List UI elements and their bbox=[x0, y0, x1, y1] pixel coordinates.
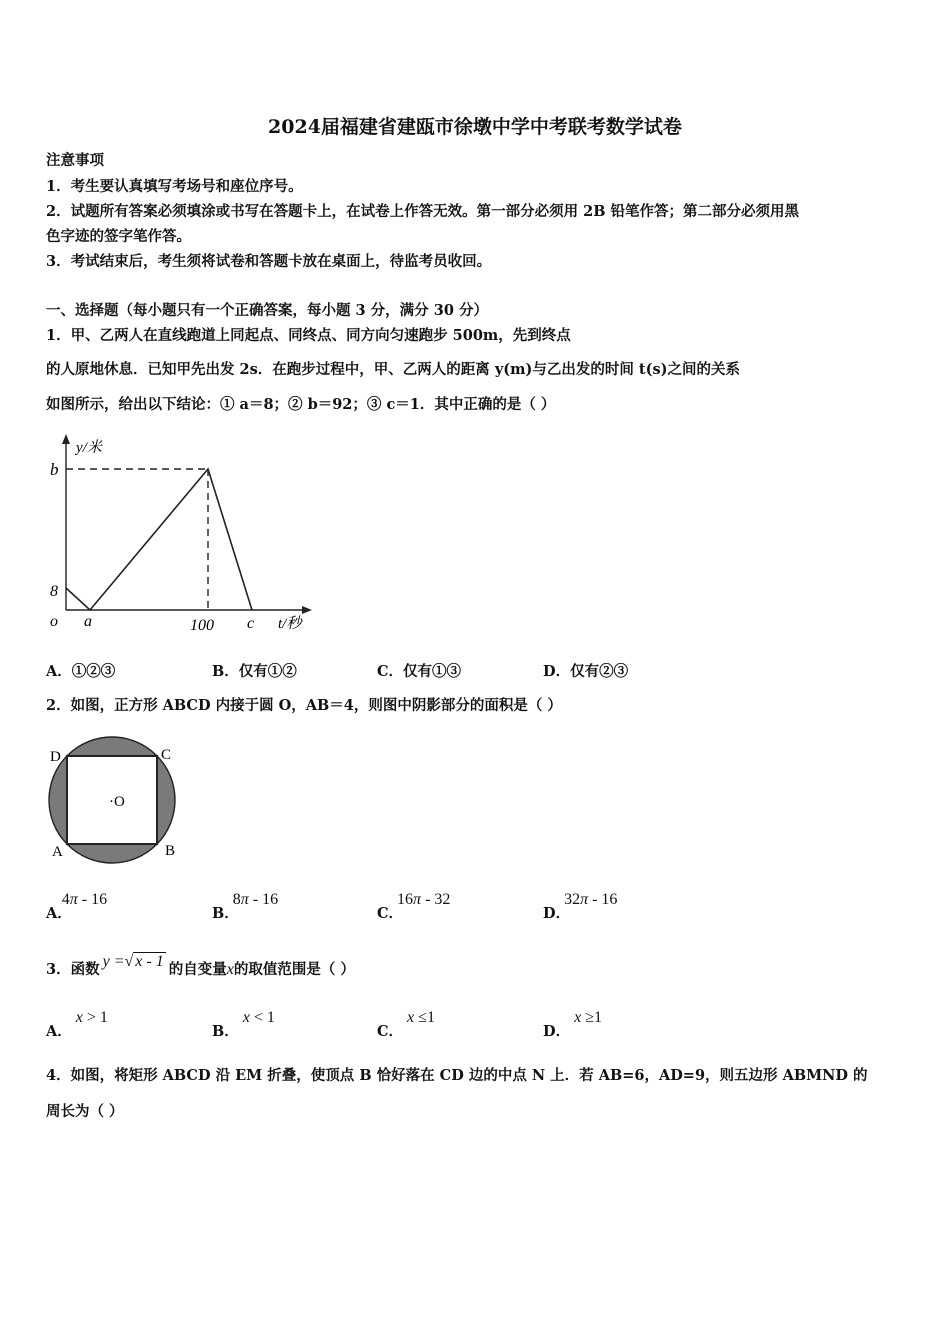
x-axis-label: t/秒 bbox=[278, 616, 302, 632]
q1-option-b[interactable] bbox=[212, 662, 297, 682]
option-letter: D． bbox=[543, 663, 571, 680]
option-math: 8π - 16 bbox=[232, 891, 279, 908]
label-100: 100 bbox=[190, 617, 214, 634]
q3-function: y =√ x - 1 bbox=[102, 953, 164, 970]
q3-option-d[interactable] bbox=[543, 1006, 602, 1040]
q4-line-1: 4．如图，将矩形 ABCD 沿 EM 折叠，使顶点 B 恰好落在 CD 边的中点 N 上．若 AB=6，AD=9，则五边形 ABMND 的 bbox=[46, 1067, 868, 1084]
label-origin: o bbox=[50, 613, 58, 630]
q1-option-d[interactable] bbox=[543, 662, 628, 682]
label-D: D bbox=[50, 749, 61, 765]
option-letter: B． bbox=[212, 905, 239, 922]
section-heading: 一、选择题（每小题只有一个正确答案，每小题 3 分，满分 30 分） bbox=[46, 302, 488, 319]
option-math: x ≥1 bbox=[574, 1009, 602, 1026]
option-text: 仅有①③ bbox=[403, 663, 462, 680]
option-text: 仅有①② bbox=[238, 663, 297, 680]
q3-text: 3．函数 y =√ x - 1 的自变量x的取值范围是（ ） bbox=[46, 953, 355, 978]
notice-item-3: 3．考试结束后，考生须将试卷和答题卡放在桌面上，待监考员收回。 bbox=[46, 253, 492, 270]
option-math: 16π - 32 bbox=[397, 891, 451, 908]
label-c: c bbox=[247, 615, 255, 632]
q1-option-c[interactable] bbox=[377, 662, 461, 682]
q4-line-2: 周长为（ ） bbox=[46, 1103, 124, 1120]
label-B: B bbox=[165, 843, 176, 859]
option-math: 32π - 16 bbox=[564, 891, 618, 908]
option-letter: C． bbox=[377, 905, 404, 922]
option-math: x ≤1 bbox=[407, 1009, 435, 1026]
q1-distance-time-graph bbox=[40, 430, 330, 640]
q3-option-c[interactable] bbox=[377, 1006, 435, 1040]
label-A: A bbox=[52, 844, 63, 860]
x-axis-arrow-icon bbox=[302, 606, 312, 614]
y-axis-arrow-icon bbox=[62, 434, 70, 444]
option-letter: D． bbox=[543, 905, 571, 922]
label-b: b bbox=[50, 460, 59, 479]
option-letter: B． bbox=[212, 1023, 239, 1040]
notice-heading: 注意事项 bbox=[46, 152, 104, 169]
option-letter: D． bbox=[543, 1023, 571, 1040]
notice-item-2: 2．试题所有答案必须填涂或书写在答题卡上，在试卷上作答无效。第一部分必须用 2B 铅笔作答；第二部分必须用黑 bbox=[46, 203, 800, 220]
distance-graph-line bbox=[66, 469, 252, 610]
option-letter: B． bbox=[212, 663, 239, 680]
label-C: C bbox=[161, 747, 172, 763]
option-math: x < 1 bbox=[242, 1009, 275, 1026]
notice-item-2-cont: 色字迹的签字笔作答。 bbox=[46, 228, 191, 245]
q2-circle-square-figure bbox=[40, 734, 190, 864]
notice-item-1: 1．考生要认真填写考场号和座位序号。 bbox=[46, 178, 303, 195]
option-letter: C． bbox=[377, 1023, 404, 1040]
option-letter: A． bbox=[46, 905, 72, 922]
q1-line-3: 如图所示，给出以下结论：① a＝8；② b＝92；③ c＝1．其中正确的是（ ） bbox=[46, 396, 556, 413]
label-O: ·O bbox=[109, 794, 125, 810]
option-letter: A． bbox=[46, 663, 72, 680]
q1-option-a[interactable] bbox=[46, 662, 115, 682]
option-text: ①②③ bbox=[71, 663, 116, 680]
q2-option-b[interactable] bbox=[212, 888, 279, 922]
q1-line-2: 的人原地休息．已知甲先出发 2s．在跑步过程中，甲、乙两人的距离 y(m)与乙出发的时间 t(s)之间的关系 bbox=[46, 361, 740, 378]
option-letter: A． bbox=[46, 1023, 72, 1040]
q2-option-d[interactable] bbox=[543, 888, 618, 922]
q2-option-c[interactable] bbox=[377, 888, 451, 922]
q2-option-a[interactable] bbox=[46, 888, 108, 922]
option-letter: C． bbox=[377, 663, 404, 680]
q2-text: 2．如图，正方形 ABCD 内接于圆 O，AB＝4，则图中阴影部分的面积是（ ） bbox=[46, 697, 562, 714]
option-text: 仅有②③ bbox=[570, 663, 629, 680]
label-a: a bbox=[84, 613, 92, 630]
option-math: 4π - 16 bbox=[61, 891, 108, 908]
q3-option-b[interactable] bbox=[212, 1006, 275, 1040]
q3-option-a[interactable] bbox=[46, 1006, 108, 1040]
option-math: x > 1 bbox=[75, 1009, 108, 1026]
page-title: 2024届福建省建瓯市徐墩中学中考联考数学试卷 bbox=[268, 116, 682, 138]
q1-line-1: 1．甲、乙两人在直线跑道上同起点、同终点、同方向匀速跑步 500m，先到终点 bbox=[46, 327, 571, 344]
label-8: 8 bbox=[50, 583, 58, 600]
y-axis-label: y/米 bbox=[76, 440, 102, 456]
